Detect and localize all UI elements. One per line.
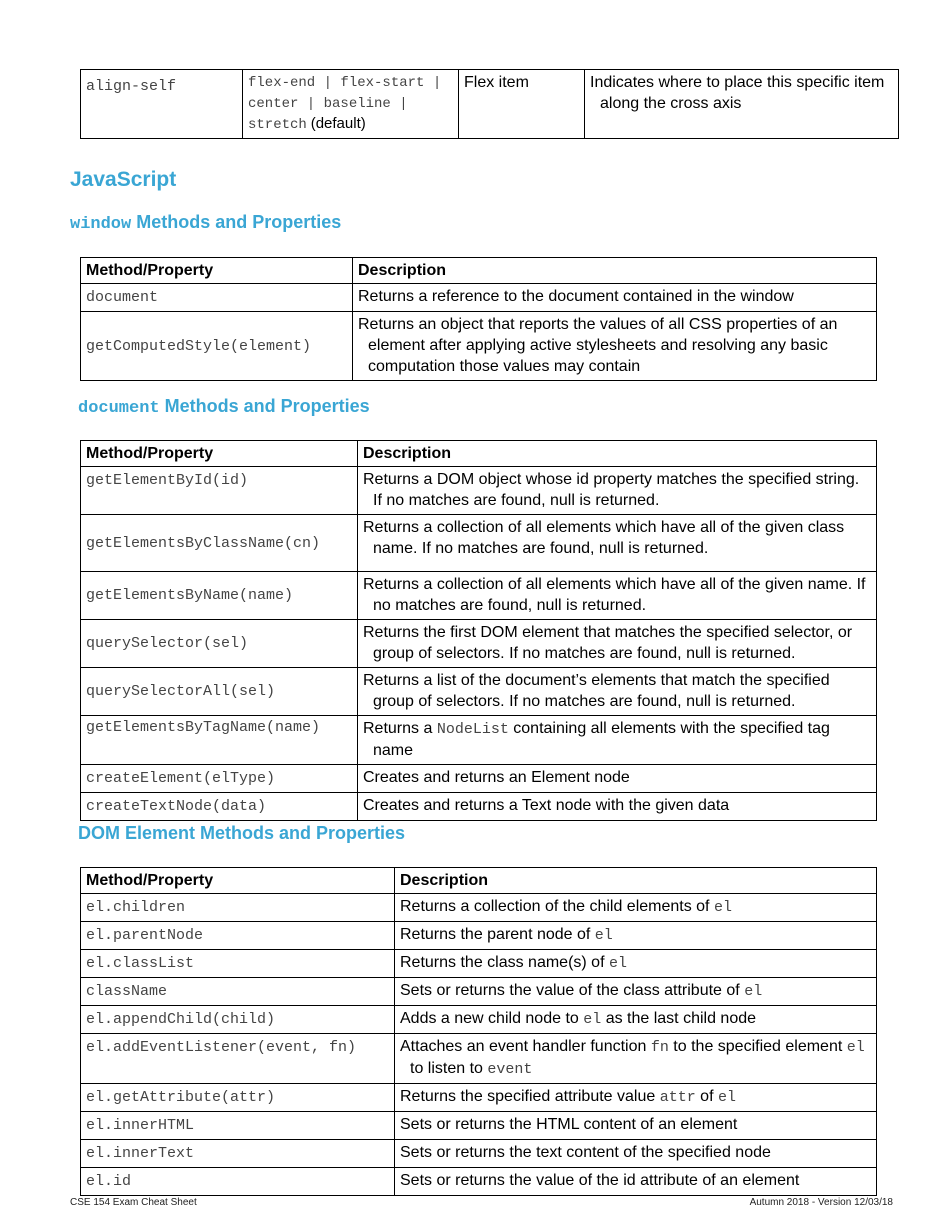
table-row [81, 978, 877, 1006]
description-cell [395, 1140, 877, 1168]
table-header-row [81, 258, 877, 284]
method-name: document [86, 289, 159, 306]
window-heading-text: Methods and Properties [136, 212, 342, 232]
table-row [81, 467, 877, 515]
description-cell: Returns a list of the document’s elements that match the specified group of selectors. If no matches are found, null is returned. [358, 668, 877, 716]
method-name: querySelectorAll(sel) [86, 683, 276, 700]
dom-table [80, 867, 877, 1196]
method-name: getElementsByTagName(name) [86, 719, 321, 736]
method-name: getComputedStyle(element) [86, 337, 312, 355]
table-row [81, 312, 877, 381]
method-name: getElementById(id) [86, 472, 249, 489]
table-row [81, 668, 877, 716]
inline-code: NodeList [436, 721, 509, 738]
description-cell [395, 978, 877, 1006]
document-heading-code: document [78, 399, 160, 418]
description-cell: Returns the first DOM element that matches the specified selector, or group of selectors. If no matches are found, null is returned. [358, 620, 877, 668]
table-row [81, 1034, 877, 1084]
method-cell [81, 793, 358, 821]
table-header-row [81, 868, 877, 894]
table-row [81, 1168, 877, 1196]
document-heading [78, 396, 370, 418]
inline-code: el [583, 1011, 602, 1028]
description-cell [395, 894, 877, 922]
description-text: Sets or returns the value of the id attribute of an element [400, 1172, 800, 1189]
column-header-description: Description [358, 441, 877, 467]
default-marker: (default) [310, 115, 366, 132]
column-header-method: Method/Property [81, 868, 395, 894]
method-name: el.parentNode [86, 927, 204, 944]
inline-code: el [717, 1089, 736, 1106]
window-heading [70, 212, 341, 234]
table-row [81, 950, 877, 978]
method-cell [81, 1168, 395, 1196]
table-row [81, 284, 877, 312]
description-cell: Creates and returns an Element node [358, 765, 877, 793]
description-cell: Returns a collection of all elements which have all of the given class name. If no matches are found, null is returned. [358, 515, 877, 572]
inline-code: el [608, 955, 627, 972]
method-cell [81, 1112, 395, 1140]
description-text: Sets or returns the text content of the specified node [400, 1144, 771, 1161]
description-cell [395, 1006, 877, 1034]
inline-code: el [846, 1039, 865, 1056]
description-text: Sets or returns the value of the class attribute of [400, 982, 745, 999]
table-row [81, 765, 877, 793]
description-cell: Returns a DOM object whose id property matches the specified string. If no matches are found, null is returned. [358, 467, 877, 515]
table-row [81, 1084, 877, 1112]
table-header-row [81, 441, 877, 467]
method-name: el.addEventListener(event, fn) [86, 1039, 357, 1056]
description-text: of [695, 1088, 718, 1105]
method-cell [81, 312, 353, 381]
method-name: el.classList [86, 955, 195, 972]
footer-left: CSE 154 Exam Cheat Sheet [70, 1197, 197, 1208]
table-row [81, 1112, 877, 1140]
method-cell [81, 765, 358, 793]
column-header-description: Description [395, 868, 877, 894]
table-row [81, 922, 877, 950]
description-text: containing all elements with the specified tag name [373, 720, 830, 759]
description-text: as the last child node [601, 1010, 757, 1027]
method-cell [81, 1084, 395, 1112]
method-name: getElementsByName(name) [86, 587, 294, 604]
description-cell: Creates and returns a Text node with the given data [358, 793, 877, 821]
description-text: Returns a collection of the child elements of [400, 898, 714, 915]
method-cell [81, 668, 358, 716]
method-name: createElement(elType) [86, 770, 276, 787]
property-cell [81, 70, 243, 139]
inline-code: el [713, 899, 732, 916]
description-cell [395, 1168, 877, 1196]
method-name: createTextNode(data) [86, 798, 267, 815]
method-name: el.children [86, 899, 186, 916]
method-name: el.id [86, 1173, 132, 1190]
method-cell [81, 572, 358, 620]
inline-code: el [594, 927, 613, 944]
inline-code: event [487, 1061, 533, 1078]
description-text: Adds a new child node to [400, 1010, 584, 1027]
description-cell: Returns an object that reports the values of all CSS properties of an element after applying active stylesheets and resolving any basic computation those values may contain [353, 312, 877, 381]
table-row [81, 1006, 877, 1034]
table-row [81, 515, 877, 572]
table-row [81, 620, 877, 668]
method-cell [81, 922, 395, 950]
method-cell [81, 1140, 395, 1168]
description-cell: Returns a reference to the document contained in the window [353, 284, 877, 312]
inline-code: fn [650, 1039, 669, 1056]
column-header-method: Method/Property [81, 441, 358, 467]
dom-heading: DOM Element Methods and Properties [78, 823, 406, 843]
method-cell [81, 467, 358, 515]
method-name: el.innerHTML [86, 1117, 195, 1134]
method-cell [81, 1006, 395, 1034]
section-title: JavaScript [70, 168, 177, 191]
table-row [81, 894, 877, 922]
method-cell [81, 978, 395, 1006]
method-cell [81, 950, 395, 978]
description-text: Returns the specified attribute value [400, 1088, 660, 1105]
property-values: flex-end | flex-start | center | baseline | stretch [248, 75, 442, 133]
window-table [80, 257, 877, 381]
inline-code: el [744, 983, 763, 1000]
footer-right: Autumn 2018 - Version 12/03/18 [749, 1197, 893, 1208]
method-name: el.getAttribute(attr) [86, 1089, 276, 1106]
description-text: to the specified element [668, 1038, 847, 1055]
method-name: getElementsByClassName(cn) [86, 534, 321, 552]
table-row [81, 70, 899, 139]
description-cell: Returns a collection of all elements which have all of the given name. If no matches are found, null is returned. [358, 572, 877, 620]
description-text: Returns a [363, 720, 437, 737]
values-cell [243, 70, 459, 139]
method-cell [81, 515, 358, 572]
method-cell [81, 620, 358, 668]
method-name: el.innerText [86, 1145, 195, 1162]
method-cell [81, 1034, 395, 1084]
column-header-method: Method/Property [81, 258, 353, 284]
table-row [81, 572, 877, 620]
method-cell [81, 894, 395, 922]
description-cell [358, 716, 877, 765]
description-cell [395, 1034, 877, 1084]
applies-to-cell: Flex item [459, 70, 585, 139]
method-name: el.appendChild(child) [86, 1011, 276, 1028]
method-cell [81, 284, 353, 312]
document-heading-text: Methods and Properties [164, 396, 370, 416]
table-row [81, 716, 877, 765]
description-cell: Indicates where to place this specific item along the cross axis [585, 70, 899, 139]
table-row [81, 793, 877, 821]
description-cell [395, 1084, 877, 1112]
window-heading-code: window [70, 215, 132, 234]
flex-properties-table [80, 69, 899, 139]
description-text: to listen to [410, 1060, 488, 1077]
inline-code: attr [659, 1089, 696, 1106]
method-name: querySelector(sel) [86, 635, 249, 652]
method-cell [81, 716, 358, 765]
method-name: className [86, 983, 168, 1000]
description-cell [395, 922, 877, 950]
column-header-description: Description [353, 258, 877, 284]
description-text: Returns the class name(s) of [400, 954, 609, 971]
description-cell [395, 1112, 877, 1140]
description-text: Returns the parent node of [400, 926, 595, 943]
table-row [81, 1140, 877, 1168]
description-cell [395, 950, 877, 978]
property-name: align-self [86, 78, 177, 95]
document-table [80, 440, 877, 821]
description-text: Attaches an event handler function [400, 1038, 651, 1055]
description-text: Sets or returns the HTML content of an element [400, 1116, 738, 1133]
